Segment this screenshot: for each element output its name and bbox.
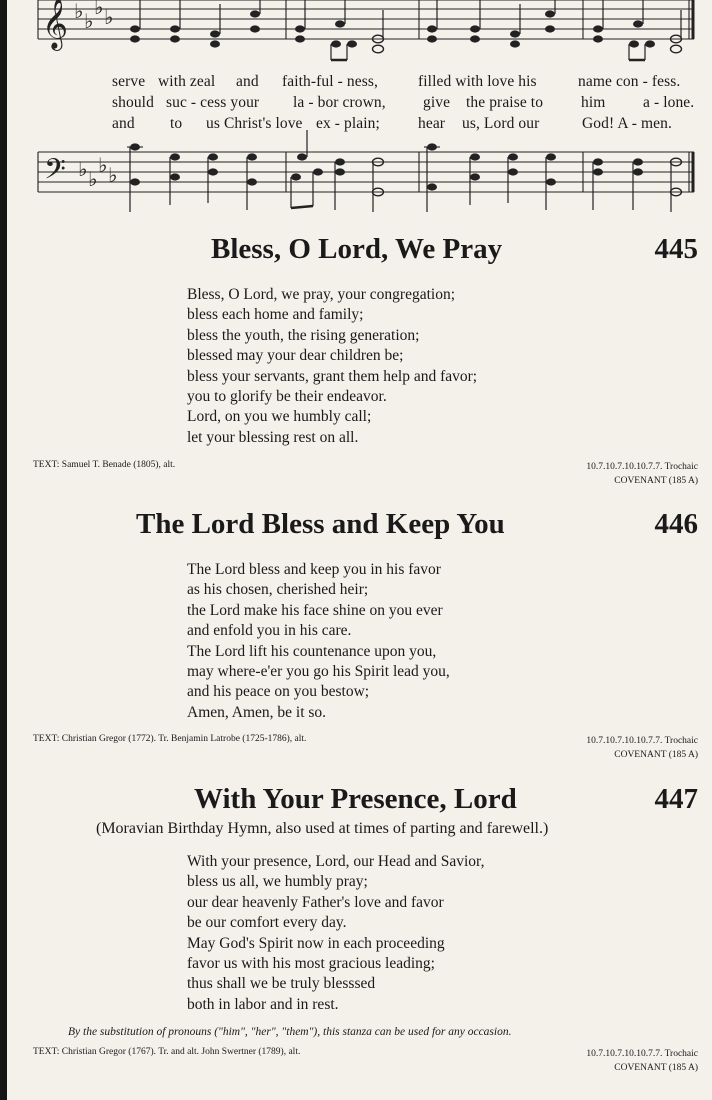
svg-text:♭: ♭ [98,153,108,177]
verse-line: favor us with his most gracious leading; [187,955,435,973]
lyric-syllable: and [236,73,259,90]
hymn-verse-446 [187,560,450,723]
pronoun-substitution-note: By the substitution of pronouns ("him", "her", "them"), this stanza can be used for any occasion. [68,1026,512,1038]
meter: 10.7.10.7.10.10.7.7. Trochaic [586,736,698,746]
hymn-title-447: With Your Presence, Lord [194,783,517,815]
svg-text:♭: ♭ [104,5,114,29]
lyric-syllable: filled with love his [418,73,537,90]
verse-line: you to glorify be their endeavor. [187,388,387,406]
lyrics-block [0,0,712,140]
verse-line: With your presence, Lord, our Head and Savior, [187,853,485,870]
bass-clef-icon: 𝄢 [44,153,66,193]
verse-line: Lord, on you we humbly call; [187,408,372,426]
lyric-syllable: suc - cess your [166,94,260,111]
meter: 10.7.10.7.10.10.7.7. Trochaic [586,1049,698,1059]
verse-line: bless your servants, grant them help and favor; [187,367,478,385]
meter-info-447 [586,1047,698,1075]
hymn-number-445: 445 [654,233,698,265]
lyric-syllable: him [581,94,606,111]
hymn-verse-447 [187,852,484,1015]
verse-line: and his peace on you bestow; [187,683,370,701]
lyric-syllable: should [112,94,154,111]
verse-line: bless us all, we humbly pray; [187,873,368,891]
verse-line: our dear heavenly Father's love and favor [187,893,444,911]
svg-text:♭: ♭ [108,163,118,187]
text-credit-447: TEXT: Christian Gregor (1767). Tr. and alt. John Swertner (1789), alt. [33,1047,301,1057]
hymn-title-445: Bless, O Lord, We Pray [211,233,503,265]
hymn-subtitle-447: (Moravian Birthday Hymn, also used at times of parting and farewell.) [96,820,549,837]
verse-line: The Lord lift his countenance upon you, [187,642,437,660]
tune-name: COVENANT (185 A) [614,1063,698,1073]
lyric-syllable: ex - plain; [316,115,380,132]
lyric-syllable: us Christ's love [206,115,303,132]
verse-line: Amen, Amen, be it so. [187,703,327,721]
verse-line: bless each home and family; [187,306,364,324]
svg-text:♭: ♭ [88,167,98,191]
text-credit-446: TEXT: Christian Gregor (1772). Tr. Benjamin Latrobe (1725-1786), alt. [33,734,307,744]
lyric-syllable: name con - fess. [578,73,681,90]
bass-key-signature [78,153,117,191]
verse-line: The Lord bless and keep you in his favor [187,561,441,578]
verse-line: and enfold you in his care. [187,622,352,640]
hymn-number-447: 447 [654,783,698,815]
verse-line: be our comfort every day. [187,914,347,932]
meter-info-446 [586,734,698,762]
verse-line: thus shall we be truly blesssed [187,975,376,993]
svg-text:♭: ♭ [94,0,104,19]
bass-notes [130,143,643,190]
verse-line: Bless, O Lord, we pray, your congregation; [187,286,456,303]
tune-name: COVENANT (185 A) [614,750,698,760]
verse-line: both in labor and in rest. [187,995,339,1013]
hymn-number-446: 446 [654,508,698,540]
lyric-syllable: la - bor crown, [293,94,386,111]
svg-text:♭: ♭ [84,9,94,33]
verse-line: as his chosen, cherished heir; [187,581,369,599]
treble-clef-icon: 𝄞 [42,0,69,49]
verse-line: blessed may your dear children be; [187,347,404,365]
lyric-syllable: faith-ful - ness, [282,73,378,90]
tune-name: COVENANT (185 A) [614,476,698,486]
verse-line: let your blessing rest on all. [187,428,359,446]
lyric-syllable: to [170,115,183,132]
lyric-syllable: God! A - men. [582,115,672,132]
hymn-verse-445 [187,285,477,448]
lyric-syllable: with zeal [158,73,216,90]
svg-text:♭: ♭ [74,0,84,23]
lyric-syllable: a - lone. [643,94,695,111]
verse-line: the Lord make his face shine on you ever [187,601,443,619]
lyric-syllable: hear [418,115,446,132]
meter: 10.7.10.7.10.10.7.7. Trochaic [586,462,698,472]
verse-line: may where-e'er you go his Spirit lead you, [187,663,450,681]
lyric-syllable: us, Lord our [462,115,540,132]
text-credit-445: TEXT: Samuel T. Benade (1805), alt. [33,460,176,470]
lyric-syllable: and [112,115,135,132]
verse-line: bless the youth, the rising generation; [187,326,420,344]
lyric-syllable: serve [112,73,146,90]
lyric-syllable: the praise to [466,94,544,111]
lyric-syllable: give [423,94,451,111]
hymn-title-446: The Lord Bless and Keep You [136,508,505,540]
verse-line: May God's Spirit now in each proceeding [187,934,445,952]
svg-text:♭: ♭ [78,157,88,181]
meter-info-445 [586,460,698,488]
